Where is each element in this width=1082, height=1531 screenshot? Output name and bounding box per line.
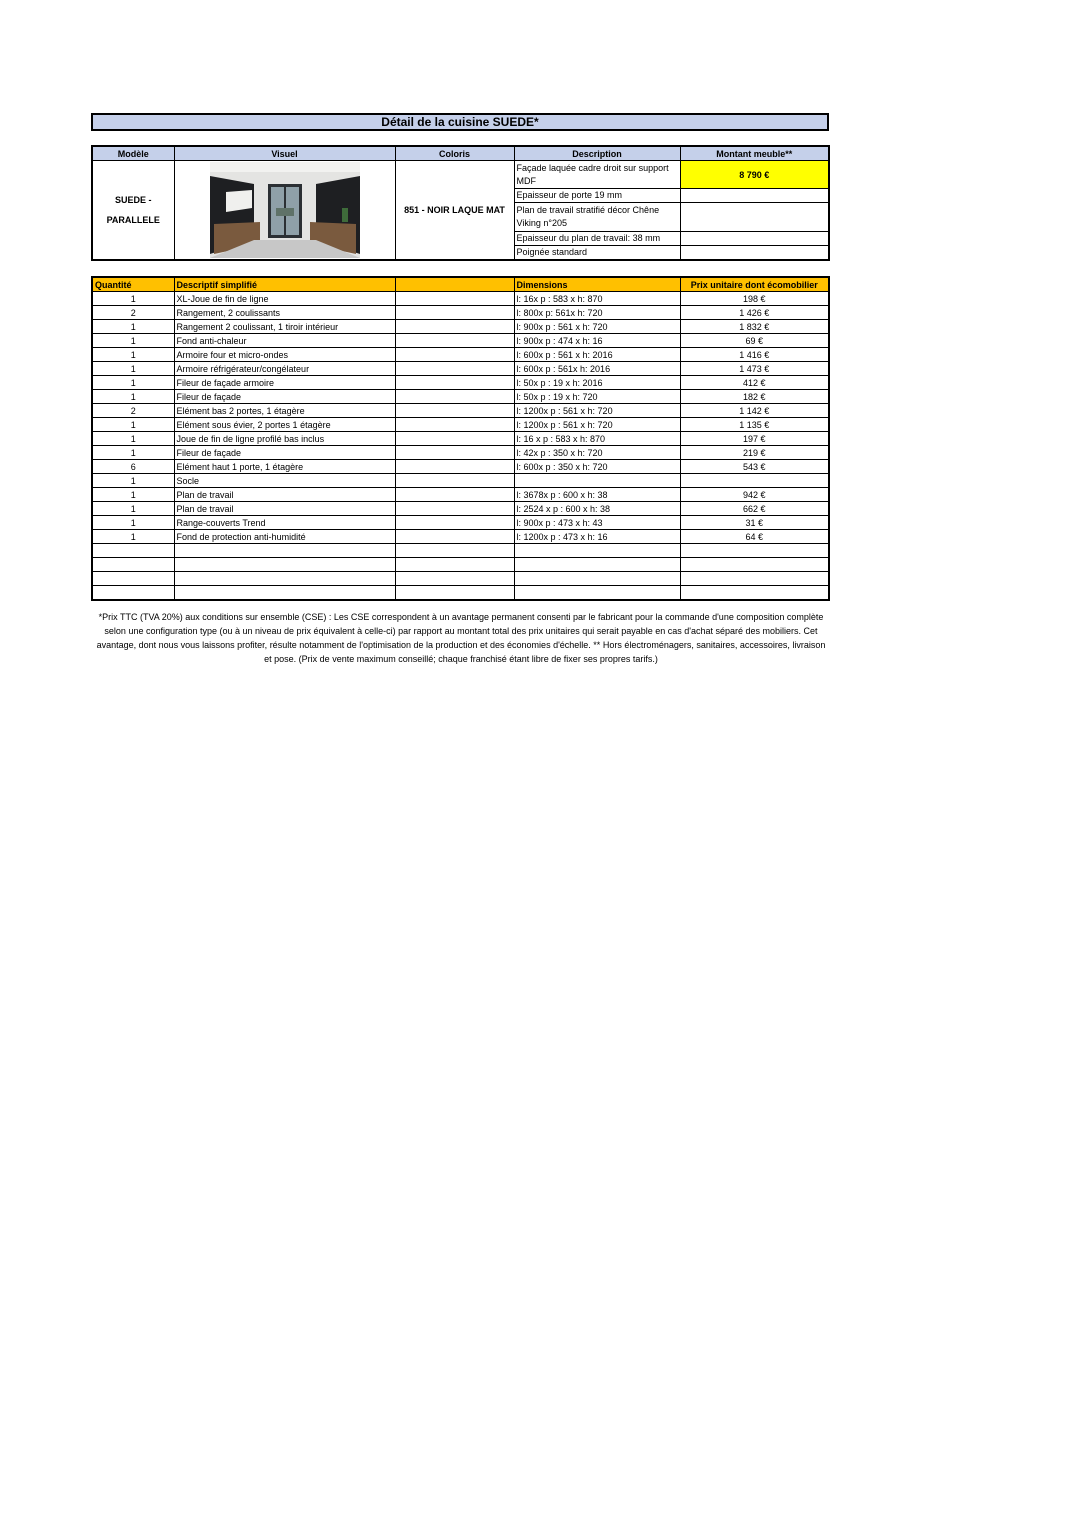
description-line: Epaisseur de porte 19 mm [514, 189, 680, 203]
blank-cell [395, 502, 514, 516]
table-row [92, 334, 829, 348]
model-table [91, 145, 830, 261]
quantity-cell: 1 [92, 292, 174, 306]
blank-cell [395, 446, 514, 460]
quantity-cell [92, 586, 174, 601]
quantity-cell: 1 [92, 334, 174, 348]
price-cell: 1 832 € [680, 320, 829, 334]
description-cell [174, 558, 395, 572]
header-coloris: Coloris [395, 146, 514, 161]
montant-empty [680, 231, 829, 245]
description-cell: Fileur de façade armoire [174, 376, 395, 390]
table-row [92, 320, 829, 334]
price-cell [680, 558, 829, 572]
price-cell: 64 € [680, 530, 829, 544]
dimensions-cell: l: 16 x p : 583 x h: 870 [514, 432, 680, 446]
montant-empty [680, 189, 829, 203]
description-cell: Rangement, 2 coulissants [174, 306, 395, 320]
price-cell: 942 € [680, 488, 829, 502]
price-cell [680, 572, 829, 586]
price-cell: 182 € [680, 390, 829, 404]
blank-cell [395, 572, 514, 586]
quantity-cell: 2 [92, 404, 174, 418]
blank-cell [395, 488, 514, 502]
blank-cell [395, 530, 514, 544]
table-row [92, 572, 829, 586]
blank-cell [395, 586, 514, 601]
blank-cell [395, 334, 514, 348]
price-cell: 69 € [680, 334, 829, 348]
dimensions-cell: l: 1200x p : 561 x h: 720 [514, 418, 680, 432]
price-cell: 198 € [680, 292, 829, 306]
description-cell: Fileur de façade [174, 446, 395, 460]
header-modele: Modèle [92, 146, 174, 161]
description-cell: Fond de protection anti-humidité [174, 530, 395, 544]
quantity-cell: 1 [92, 502, 174, 516]
dimensions-cell: l: 50x p : 19 x h: 2016 [514, 376, 680, 390]
description-cell: Elément bas 2 portes, 1 étagère [174, 404, 395, 418]
blank-cell [395, 558, 514, 572]
description-cell: Elément sous évier, 2 portes 1 étagère [174, 418, 395, 432]
description-line: Plan de travail stratifié décor Chêne Viking n°205 [514, 203, 680, 231]
description-line: Epaisseur du plan de travail: 38 mm [514, 231, 680, 245]
price-cell [680, 544, 829, 558]
quantity-cell: 1 [92, 516, 174, 530]
model-name [92, 161, 174, 261]
table-row [92, 348, 829, 362]
quantity-cell: 1 [92, 348, 174, 362]
blank-cell [395, 404, 514, 418]
table-row [92, 530, 829, 544]
table-row [92, 460, 829, 474]
table-row [92, 474, 829, 488]
table-row [92, 418, 829, 432]
dimensions-cell: l: 900x p : 561 x h: 720 [514, 320, 680, 334]
description-cell: Fond anti-chaleur [174, 334, 395, 348]
dimensions-cell: l: 600x p : 561 x h: 2016 [514, 348, 680, 362]
description-line: Poignée standard [514, 245, 680, 260]
price-cell: 1 135 € [680, 418, 829, 432]
quantity-cell: 1 [92, 418, 174, 432]
price-cell [680, 586, 829, 601]
dimensions-cell: l: 800x p: 561x h: 720 [514, 306, 680, 320]
blank-cell [395, 362, 514, 376]
description-cell [174, 544, 395, 558]
price-cell: 662 € [680, 502, 829, 516]
price-cell: 412 € [680, 376, 829, 390]
footnote: *Prix TTC (TVA 20%) aux conditions sur ensemble (CSE) : Les CSE correspondent à un avantage permanent consenti par le fabricant pour la commande d'une composition complète selon une configuration type (ou à un niveau de prix équivalent à celle-ci) par rapport au montant total des prix unitaires qui serait payable en cas d'achat séparé des mobiliers. Cet avantage, dont nous vous laissons profiter, résulte notamment de l'optimisation de la production et des économies d'échelle. ** Hors électroménagers, sanitaires, accessoires, livraison et pose. (Prix de vente maximum conseillé; chaque franchisé étant libre de fixer ses propres tarifs.) [96, 612, 826, 664]
header-dimensions: Dimensions [514, 277, 680, 292]
quantity-cell: 2 [92, 306, 174, 320]
model-name-line2: PARALLELE [106, 215, 160, 225]
header-montant: Montant meuble** [680, 146, 829, 161]
montant-value: 8 790 € [680, 161, 829, 189]
header-quantite: Quantité [92, 277, 174, 292]
items-table [91, 276, 830, 601]
blank-cell [395, 460, 514, 474]
price-cell [680, 474, 829, 488]
blank-cell [395, 544, 514, 558]
header-visuel: Visuel [174, 146, 395, 161]
description-cell: Rangement 2 coulissant, 1 tiroir intérieur [174, 320, 395, 334]
table-row [92, 558, 829, 572]
dimensions-cell [514, 544, 680, 558]
table-row [92, 488, 829, 502]
blank-cell [395, 376, 514, 390]
blank-cell [395, 348, 514, 362]
blank-cell [395, 432, 514, 446]
blank-cell [395, 516, 514, 530]
quantity-cell: 1 [92, 390, 174, 404]
quantity-cell [92, 572, 174, 586]
price-cell: 219 € [680, 446, 829, 460]
quantity-cell: 6 [92, 460, 174, 474]
blank-cell [395, 306, 514, 320]
quantity-cell [92, 558, 174, 572]
dimensions-cell: l: 600x p : 561x h: 2016 [514, 362, 680, 376]
description-cell: Joue de fin de ligne profilé bas inclus [174, 432, 395, 446]
table-row [92, 362, 829, 376]
header-descriptif: Descriptif simplifié [174, 277, 395, 292]
dimensions-cell: l: 16x p : 583 x h: 870 [514, 292, 680, 306]
description-cell: Armoire four et micro-ondes [174, 348, 395, 362]
quantity-cell: 1 [92, 488, 174, 502]
table-row [92, 404, 829, 418]
montant-empty [680, 245, 829, 260]
blank-cell [395, 320, 514, 334]
description-cell [174, 586, 395, 601]
quantity-cell: 1 [92, 446, 174, 460]
dimensions-cell [514, 586, 680, 601]
description-cell [174, 572, 395, 586]
description-cell: Elément haut 1 porte, 1 étagère [174, 460, 395, 474]
dimensions-cell [514, 558, 680, 572]
price-cell: 1 416 € [680, 348, 829, 362]
montant-empty [680, 203, 829, 231]
model-name-line1: SUEDE - [114, 195, 152, 205]
price-cell: 31 € [680, 516, 829, 530]
dimensions-cell [514, 572, 680, 586]
quantity-cell: 1 [92, 432, 174, 446]
quantity-cell: 1 [92, 362, 174, 376]
price-cell: 1 473 € [680, 362, 829, 376]
table-row [92, 446, 829, 460]
table-row [92, 516, 829, 530]
blank-cell [395, 292, 514, 306]
table-row [92, 306, 829, 320]
header-description: Description [514, 146, 680, 161]
dimensions-cell: l: 900x p : 473 x h: 43 [514, 516, 680, 530]
price-cell: 543 € [680, 460, 829, 474]
dimensions-cell [514, 474, 680, 488]
price-cell: 1 426 € [680, 306, 829, 320]
description-cell: Plan de travail [174, 502, 395, 516]
description-cell: Fileur de façade [174, 390, 395, 404]
table-row [92, 502, 829, 516]
table-row [92, 586, 829, 601]
table-row [92, 544, 829, 558]
page-title: Détail de la cuisine SUEDE* [91, 113, 829, 131]
quantity-cell: 1 [92, 320, 174, 334]
blank-cell [395, 418, 514, 432]
description-cell: Range-couverts Trend [174, 516, 395, 530]
description-line: Façade laquée cadre droit sur support MDF [514, 161, 680, 189]
dimensions-cell: l: 1200x p : 561 x h: 720 [514, 404, 680, 418]
dimensions-cell: l: 900x p : 474 x h: 16 [514, 334, 680, 348]
dimensions-cell: l: 2524 x p : 600 x h: 38 [514, 502, 680, 516]
quantity-cell [92, 544, 174, 558]
description-cell: Armoire réfrigérateur/congélateur [174, 362, 395, 376]
quantity-cell: 1 [92, 376, 174, 390]
header-prix: Prix unitaire dont écomobilier [680, 277, 829, 292]
quantity-cell: 1 [92, 474, 174, 488]
table-row [92, 376, 829, 390]
header-blank [395, 277, 514, 292]
dimensions-cell: l: 1200x p : 473 x h: 16 [514, 530, 680, 544]
dimensions-cell: l: 3678x p : 600 x h: 38 [514, 488, 680, 502]
table-row [92, 390, 829, 404]
table-row [92, 292, 829, 306]
blank-cell [395, 474, 514, 488]
price-cell: 197 € [680, 432, 829, 446]
kitchen-photo [210, 162, 360, 258]
price-cell: 1 142 € [680, 404, 829, 418]
blank-cell [395, 390, 514, 404]
dimensions-cell: l: 600x p : 350 x h: 720 [514, 460, 680, 474]
quantity-cell: 1 [92, 530, 174, 544]
visuel-cell [174, 161, 395, 261]
dimensions-cell: l: 42x p : 350 x h: 720 [514, 446, 680, 460]
coloris-value: 851 - NOIR LAQUE MAT [395, 161, 514, 261]
description-cell: Plan de travail [174, 488, 395, 502]
description-cell: XL-Joue de fin de ligne [174, 292, 395, 306]
table-row [92, 432, 829, 446]
description-cell: Socle [174, 474, 395, 488]
dimensions-cell: l: 50x p : 19 x h: 720 [514, 390, 680, 404]
